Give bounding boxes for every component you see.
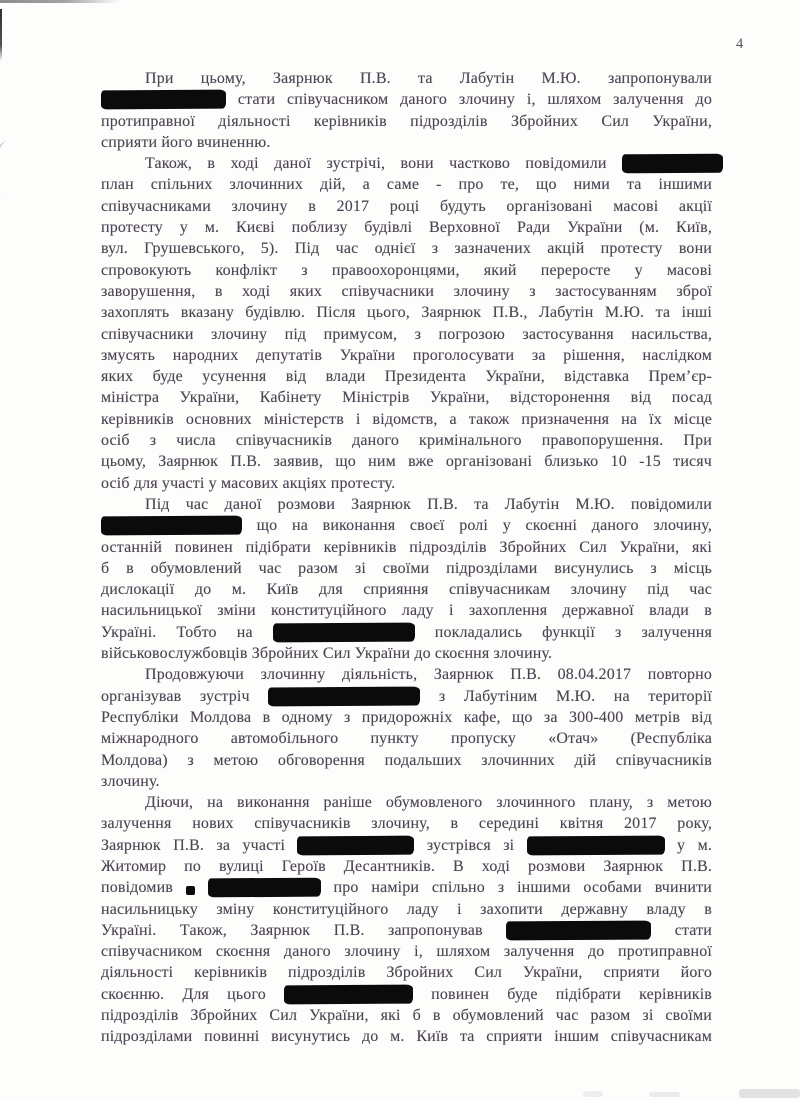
text-line <box>101 984 712 1005</box>
text-line <box>101 643 712 664</box>
text-run: співучасником скоєння даного злочину і, шляхом залучення до протиправної <box>101 943 712 961</box>
text-line <box>101 728 712 749</box>
text-run: Під час даної розмови Заярнюк П.В. та Лабутін М.Ю. повідомили <box>145 495 712 513</box>
redaction-bar <box>101 516 242 536</box>
text-line <box>101 217 712 238</box>
text-run: цьому, Заярнюк П.В. заявив, що ним вже організовані близько 10 -15 тисяч <box>101 453 712 471</box>
text-line <box>101 622 712 643</box>
text-run: змусять народних депутатів України проголосувати за рішення, наслідком <box>101 346 712 364</box>
text-line <box>101 1005 712 1026</box>
text-line <box>101 281 712 302</box>
text-line <box>101 238 712 259</box>
text-line <box>101 835 712 856</box>
text-run: Заярнюк П.В. за участі <box>101 836 298 854</box>
text-line <box>101 196 712 217</box>
text-line <box>101 345 712 366</box>
text-run: підрозділів Збройних Сил України, які б в обумовлений час разом зі своїми <box>101 1007 712 1025</box>
text-run: сприяти його вчиненню. <box>101 133 271 151</box>
page-number: 4 <box>736 36 744 52</box>
redaction-bar <box>284 984 413 1004</box>
text-line <box>101 473 712 494</box>
redaction-bar <box>527 835 665 855</box>
text-line <box>101 920 712 941</box>
text-run <box>195 879 208 896</box>
text-run: що на виконання своєї ролі у скоєнні даного злочину, <box>242 517 712 535</box>
text-line <box>101 558 712 579</box>
text-line <box>101 899 712 920</box>
text-run: протесту у м. Києві поблизу будівлі Верховної Ради України (м. Київ, <box>101 219 712 237</box>
text-run: протиправної діяльності керівників підрозділів Збройних Сил України, <box>101 112 712 130</box>
redaction-bar <box>268 686 420 706</box>
redaction-bar <box>273 622 415 642</box>
document-body-text <box>101 68 712 1048</box>
text-line <box>101 387 712 408</box>
redaction-bar <box>622 154 723 174</box>
text-run: зустрівся зі <box>414 836 527 854</box>
text-run: підрозділами повинні висунутись до м. Київ та сприяти іншим співучасникам <box>101 1028 712 1046</box>
text-run: осіб з числа співучасників даного кримінального правопорушення. При <box>101 432 712 450</box>
text-run: співучасники злочину під примусом, з погрозою застосування насильства, <box>101 325 712 343</box>
text-run: план спільних злочинних дій, а саме - про те, що ними та іншими <box>101 176 712 194</box>
text-run: заворушення, в ході яких співучасники злочину з застосуванням зброї <box>101 282 712 300</box>
text-run: останній повинен підібрати керівників підрозділів Збройних Сил України, які <box>101 538 712 556</box>
text-line <box>101 324 712 345</box>
text-line <box>101 600 712 621</box>
scan-artifact-left-edge <box>0 9 2 61</box>
text-line <box>101 941 712 962</box>
text-run: у м. <box>664 836 713 854</box>
text-run: діяльності керівників підрозділів Збройних Сил України, сприяти його <box>101 964 712 982</box>
text-line <box>101 686 712 707</box>
text-run: військовослужбовців Збройних Сил України до скоєння злочину. <box>101 645 553 663</box>
text-line <box>101 494 712 515</box>
text-run: Україні. Тобто на <box>101 623 273 641</box>
text-run: стати співучасником даного злочину і, шляхом залучення до <box>226 91 712 109</box>
scan-smudge-bottom <box>649 1092 680 1097</box>
text-run: Республіки Молдова в одному з придорожніх кафе, що за 300-400 метрів від <box>101 708 712 726</box>
text-run: спровокують конфлікт з правоохоронцями, який переросте у масові <box>101 261 712 279</box>
text-line <box>101 174 712 195</box>
text-run: вул. Грушевського, 5). Під час однієї з зазначених акцій протесту вони <box>101 240 712 258</box>
text-run: міністра України, Кабінету Міністрів України, відсторонення від посад <box>101 389 712 407</box>
text-run: Діючи, на виконання раніше обумовленого злочинного плану, з метою <box>145 794 712 812</box>
text-line <box>101 153 712 174</box>
text-line <box>101 515 712 536</box>
redaction-bar <box>101 90 226 110</box>
scan-smudge-bottom <box>583 1091 603 1097</box>
text-run: з Лабутіним М.Ю. на території <box>420 687 713 705</box>
text-run: При цьому, Заярнюк П.В. та Лабутін М.Ю. запропонували <box>145 70 712 87</box>
text-run: насильницької зміни конституційного ладу і захоплення державної влади в <box>101 602 712 620</box>
text-line <box>101 451 712 472</box>
text-line <box>101 792 712 813</box>
text-run: співучасниками злочину в 2017 році будуть організовані масові акції <box>101 197 712 215</box>
redaction-bar <box>297 835 414 855</box>
text-line <box>101 707 712 728</box>
text-run: захоплять вказану будівлю. Після цього, Заярнюк П.В., Лабутін М.Ю. та інші <box>101 304 712 322</box>
scan-smudge-bottom <box>739 1089 800 1098</box>
text-line <box>101 68 712 89</box>
text-line <box>101 366 712 387</box>
text-run: про наміри спільно з іншими особами вчинити <box>320 879 712 897</box>
text-line <box>101 962 712 983</box>
text-run: організував зустріч <box>101 687 269 705</box>
text-run: Продовжуючи злочинну діяльність, Заярнюк П.В. 08.04.2017 повторно <box>145 666 712 684</box>
text-run: скоєнню. Для цього <box>101 985 285 1003</box>
text-line <box>101 856 712 877</box>
text-run: злочину. <box>101 772 160 790</box>
text-line <box>101 579 712 600</box>
text-line <box>101 537 712 558</box>
text-run: стати <box>651 921 712 939</box>
text-run: повинен буде підібрати керівників <box>413 985 713 1003</box>
text-run: покладались функції з залучення <box>414 623 712 641</box>
text-line <box>101 260 712 281</box>
text-run: міжнародного автомобільного пункту пропуску «Отач» (Республіка <box>101 730 712 748</box>
text-run: Україні. Також, Заярнюк П.В. запропонував <box>101 921 507 939</box>
text-line <box>101 664 712 685</box>
scan-artifact-top-edge <box>0 0 120 3</box>
text-line <box>101 111 712 132</box>
redaction-bar <box>506 920 651 940</box>
text-run: Молдова) з метою обговорення подальших злочинних дій співучасників <box>101 751 712 769</box>
text-run: Також, в ході даної зустрічі, вони частково повідомили <box>145 155 622 173</box>
text-line <box>101 89 712 110</box>
text-line <box>101 877 712 898</box>
text-line <box>101 302 712 323</box>
text-line <box>101 1026 712 1047</box>
text-line <box>101 813 712 834</box>
text-run: дислокації до м. Київ для сприяння співучасникам злочину під час <box>101 581 712 599</box>
redaction-bar <box>208 878 321 898</box>
text-line <box>101 409 712 430</box>
text-line <box>101 132 712 153</box>
text-run: керівників основних міністерств і відомств, а також призначення на їх місце <box>101 410 712 428</box>
text-run: Житомир по вулиці Героїв Десантників. В ході розмови Заярнюк П.В. <box>101 857 712 875</box>
text-line <box>101 771 712 792</box>
text-run: яких буде усунення від влади Президента України, відставка Прем’єр- <box>101 368 712 386</box>
text-run: повідомив <box>101 879 186 897</box>
text-line <box>101 750 712 771</box>
text-run: залучення нових співучасників злочину, в середині квітня 2017 року, <box>101 815 712 833</box>
text-run: б в обумовлений час разом зі своїми підрозділами висунулись з місць <box>101 559 712 577</box>
text-run: осіб для участі у масових акціях протесту. <box>101 474 396 492</box>
scan-artifact-curve <box>0 140 18 198</box>
redaction-bar <box>186 886 195 895</box>
text-line <box>101 430 712 451</box>
text-run: насильницьку зміну конституційного ладу і захопити державну владу в <box>101 900 712 918</box>
